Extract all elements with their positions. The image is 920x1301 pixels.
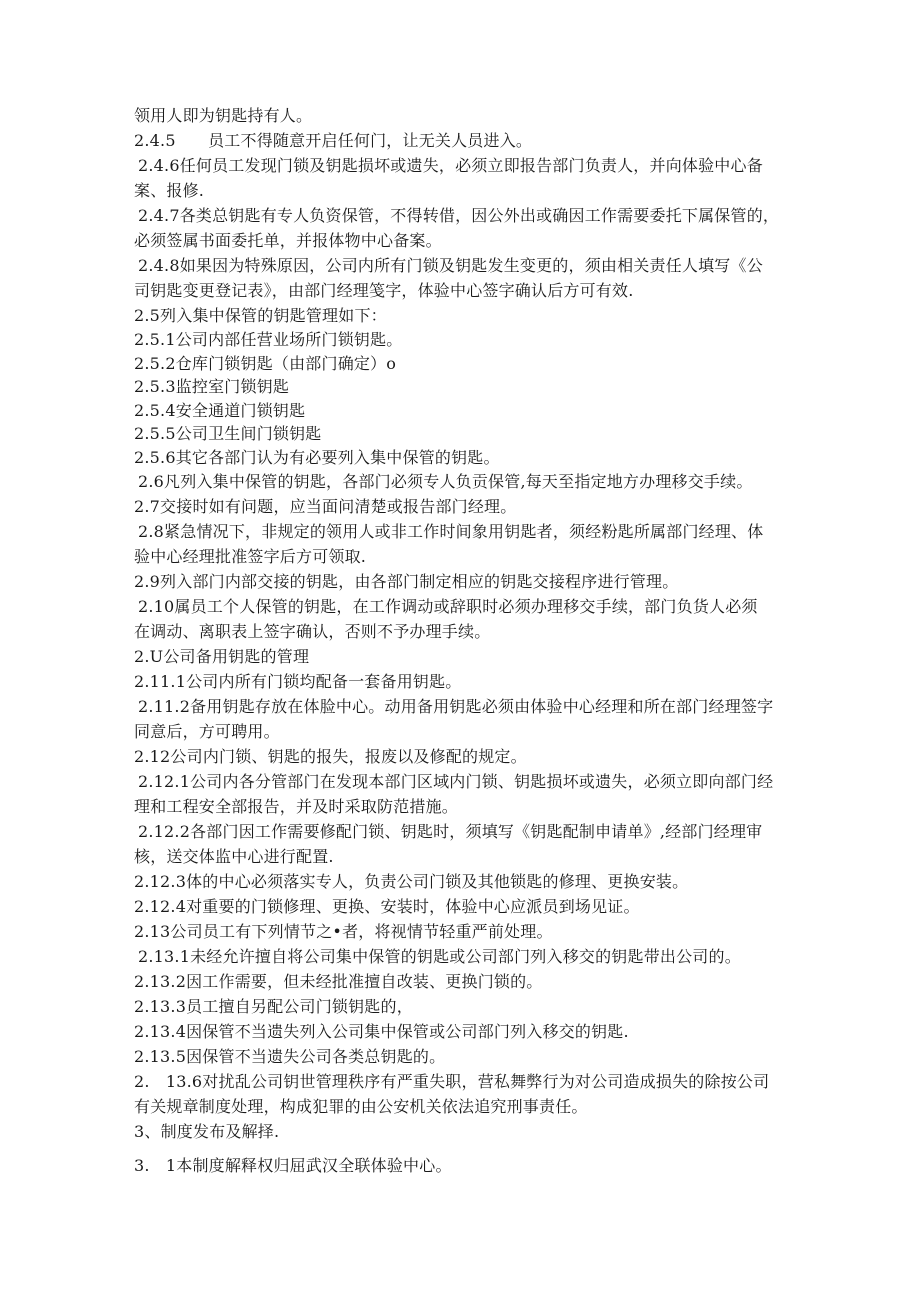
text-line: 2.5.5公司卫生间门锁钥匙: [134, 424, 322, 443]
text-line: 2.U公司备用钥匙的管理: [134, 647, 310, 666]
text-line: 2.13.1未经允许擅自将公司集中保管的钥匙或公司部门列入移交的钥匙带出公司的。: [138, 947, 741, 966]
text-line: 2.11.1公司内所有门锁均配备一套备用钥匙。: [134, 672, 462, 691]
text-line: 2.5.3监控室门锁钥匙: [134, 377, 290, 396]
text-line: 2.6凡列入集中保管的钥匙，各部门必须专人负贡保管,每天至指定地方办理移交手续。: [138, 472, 753, 491]
text-line: 领用人即为钥匙持有人。: [134, 106, 313, 125]
text-line: 2.5.6其它各部门认为有必要列入集中保管的钥匙。: [134, 447, 500, 467]
text-line: 2.12.4对重要的门锁修理、更换、安装时，体验中心应派员到场见证。: [134, 897, 640, 916]
text-line: 同意后，方可聘用。: [134, 722, 280, 741]
text-line: 2.5.1公司内部任营业场所门锁钥匙。: [134, 330, 403, 349]
text-line: 理和工程安全部报告，并及时采取防范措施。: [134, 797, 459, 816]
text-line: 2.4.7各类总钥匙有专人负资保管，不得转借，因公外出或确因工作需要委托下属保管的，: [138, 206, 780, 225]
text-line: 必须签属书面委托单，并报体物中心备案。: [134, 231, 442, 250]
document-body: [134, 103, 859, 1182]
text-line: 案、报修.: [134, 181, 205, 200]
text-line: 2.7交接时如有问题，应当面问清楚或报告部门经理。: [134, 497, 517, 516]
text-line: 2. 13.6对扰乱公司钥世管理秩序有严重失职，营私舞弊行为对公司造成损失的除按公司: [134, 1072, 770, 1091]
text-line: 2.4.6任何员工发现门锁及钥匙损坏或遗失，必须立即报告部门负责人，并向体验中心备: [138, 156, 763, 175]
text-line: 2.5列入集中保管的钥匙管理如下：: [134, 306, 387, 325]
text-line: 司钥匙变更登记表》，由部门经理笺字，体验中心签字确认后方可有效.: [134, 281, 634, 300]
section-heading: 3、制度发布及解择.: [134, 1122, 280, 1141]
text-line: 2.11.2备用钥匙存放在体脸中心。动用备用钥匙必须由体验中心经理和所在部门经理签字: [138, 697, 774, 716]
text-line: 2.13.5因保管不当遗失公司各类总钥匙的。: [134, 1047, 446, 1066]
text-line: 2.9列入部门内部交接的钥匙，由各部门制定相应的钥匙交接程序进行管理。: [134, 572, 679, 591]
text-line: 2.13.3员工擅自另配公司门锁钥匙的，: [134, 997, 413, 1016]
text-line: 核，送交体监中心进行配置.: [134, 847, 334, 866]
text-line: 有关规章制度处理，构成犯罪的由公安机关依法追究刑事责任。: [134, 1097, 588, 1116]
text-line: 2.5.4安全通道门锁钥匙: [134, 400, 306, 420]
text-line: 2.13公司员工有下列情节之•者，将视情节轻重严前处理。: [134, 922, 553, 941]
text-line: 2.12.2各部门因工作需要修配门锁、钥匙时，须填写《钥匙配制申请单》,经部门经理审: [138, 822, 763, 841]
text-line: 验中心经理批准签字后方可领取.: [134, 547, 367, 566]
text-line: 2.8紧急情况下，非规定的领用人或非工作时间象用钥匙者，须经粉匙所属部门经理、体: [138, 522, 764, 541]
text-line: 3. 1本制度解释权归屈武汉全联体验中心。: [134, 1156, 452, 1175]
text-line: 2.4.5 员工不得随意开启任何门，让无关人员进入。: [134, 131, 533, 150]
text-line: 2.12公司内门锁、钥匙的报失，报废以及修配的规定。: [134, 747, 527, 766]
text-line: 2.4.8如果因为特殊原因，公司内所有门锁及钥匙发生变更的，须由相关责任人填写《公: [138, 256, 763, 275]
text-line: 2.12.1公司内各分管部门在发现本部门区域内门锁、钥匙损坏或遗失，必须立即向部门经: [138, 772, 774, 791]
text-line: 2.5.2仓库门锁钥匙（由部门确定）o: [134, 353, 397, 373]
text-line: 2.12.3体的中心必须落实专人，负责公司门锁及其他锁匙的修理、更换安装。: [134, 872, 689, 891]
text-line: 2.13.4因保管不当遗失列入公司集中保管或公司部门列入移交的钥匙.: [134, 1022, 629, 1041]
text-line: 2.13.2因工作需要，但未经批准擅自改装、更换门锁的。: [134, 972, 543, 991]
text-line: 在调动、离职表上签字确认，否则不予办理手续。: [134, 622, 491, 641]
text-line: 2.10属员工个人保管的钥匙，在工作调动或辞职时必须办理移交手续，部门负货人必须: [138, 597, 758, 616]
